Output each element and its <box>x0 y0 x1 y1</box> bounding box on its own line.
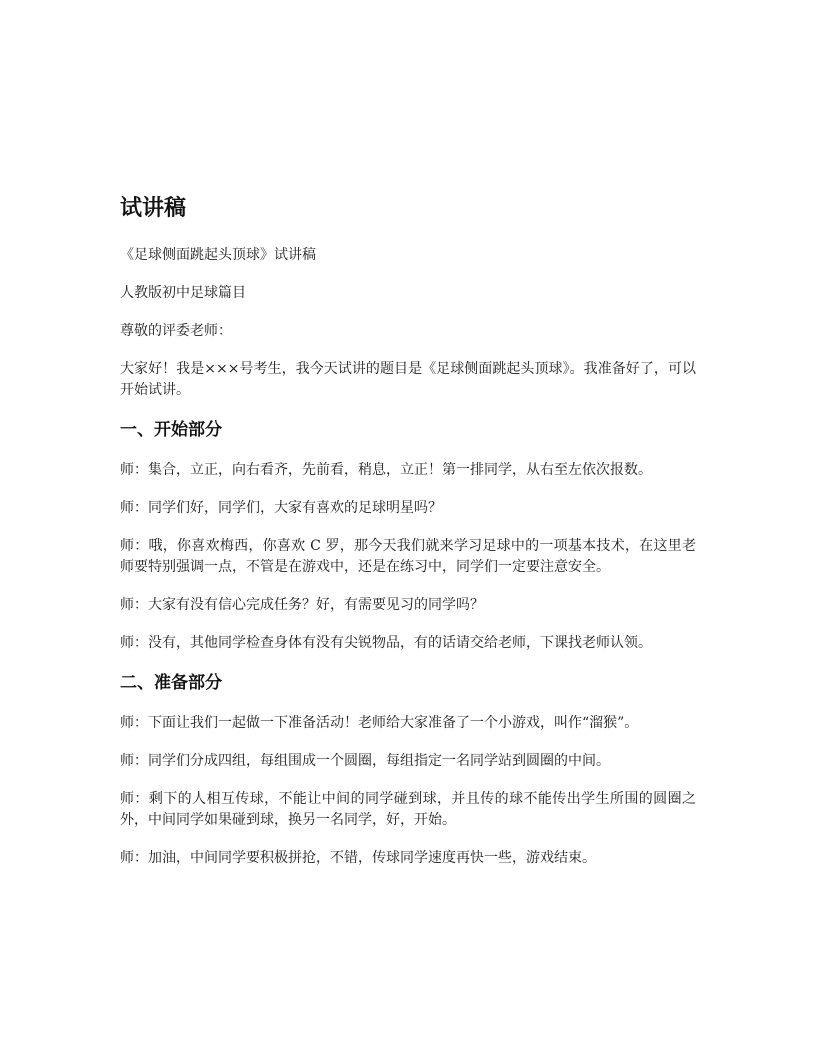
lesson-title-line: 《足球侧面跳起头顶球》试讲稿 <box>120 247 316 263</box>
section-heading-start: 一、开始部分 <box>120 420 222 440</box>
section-paragraph: 师：大家有没有信心完成任务？好，有需要见习的同学吗？ <box>120 597 484 613</box>
section-paragraph: 师：加油，中间同学要积极拼抢，不错，传球同学速度再快一些，游戏结束。 <box>120 850 596 866</box>
document-title: 试讲稿 <box>120 196 187 221</box>
textbook-line: 人教版初中足球篇目 <box>120 285 246 301</box>
section-paragraph: 师：下面让我们一起做一下准备活动！老师给大家准备了一个小游戏，叫作“溜猴”。 <box>120 715 639 731</box>
document-page <box>120 194 696 886</box>
section-paragraph: 师：集合，立正，向右看齐，先前看，稍息，立正！第一排同学，从右至左依次报数。 <box>120 462 652 478</box>
section-paragraph: 师：同学们好，同学们，大家有喜欢的足球明星吗？ <box>120 500 442 516</box>
greeting-line: 尊敬的评委老师： <box>120 323 232 339</box>
section-paragraph: 师：没有，其他同学检查身体有没有尖锐物品，有的话请交给老师，下课找老师认领。 <box>120 635 652 651</box>
opening-paragraph: 大家好！我是×××号考生，我今天试讲的题目是《足球侧面跳起头顶球》。我准备好了，可以开始试讲。 <box>120 361 696 398</box>
section-heading-prep: 二、准备部分 <box>120 673 222 693</box>
section-paragraph: 师：哦，你喜欢梅西，你喜欢 C 罗，那今天我们就来学习足球中的一项基本技术，在这里老师要特别强调一点，不管是在游戏中，还是在练习中，同学们一定要注意安全。 <box>120 538 696 575</box>
section-paragraph: 师：剩下的人相互传球，不能让中间的同学碰到球，并且传的球不能传出学生所围的圆圈之外，中间同学如果碰到球，换另一名同学，好，开始。 <box>120 791 696 828</box>
section-paragraph: 师：同学们分成四组，每组围成一个圆圈，每组指定一名同学站到圆圈的中间。 <box>120 753 610 769</box>
